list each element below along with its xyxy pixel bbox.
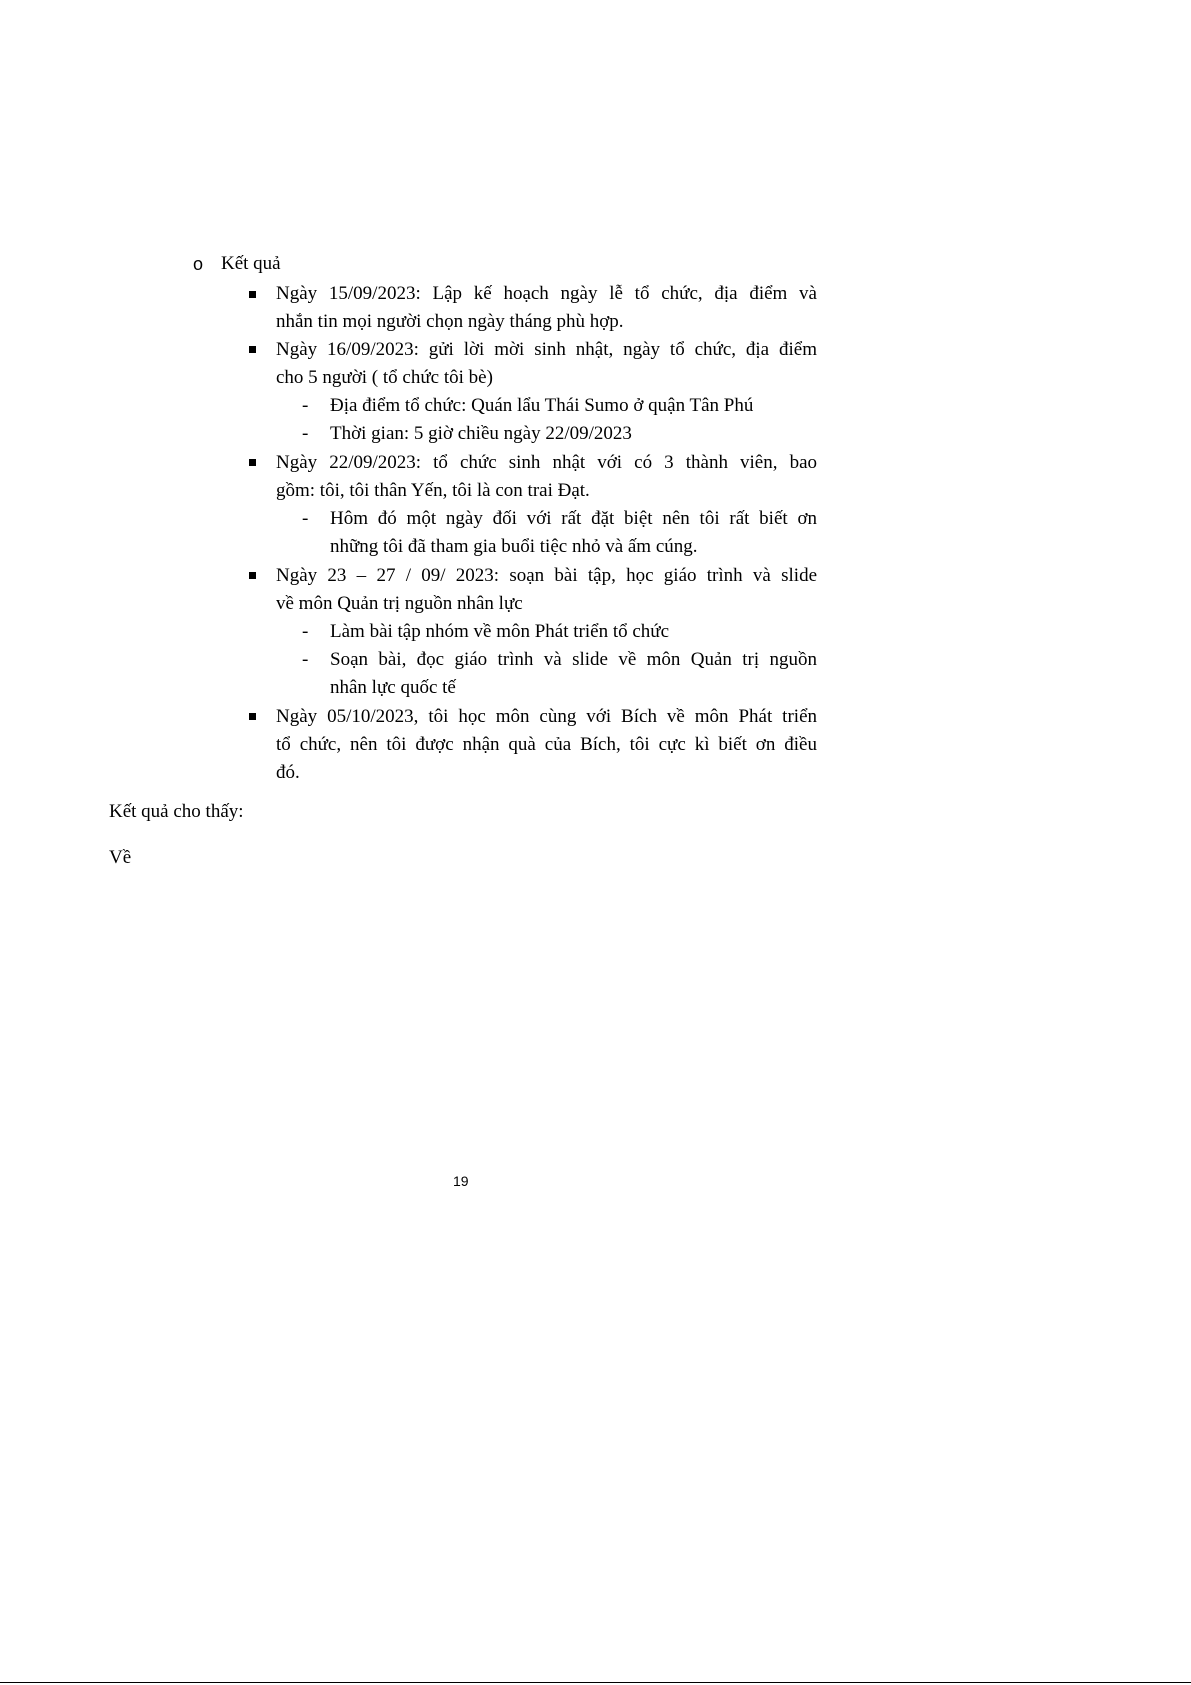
sub-item-line: những tôi đã tham gia buổi tiệc nhỏ và ấm cúng. [330, 536, 698, 557]
sub-item-line: nhân lực quốc tế [330, 677, 456, 698]
list-item-line: Ngày 22/09/2023: tổ chức sinh nhật với có 3 thành viên, bao [276, 452, 817, 473]
square-bullet-icon [249, 713, 256, 720]
list-item-line: về môn Quản trị nguồn nhân lực [276, 593, 523, 614]
sub-item-line: Hôm đó một ngày đối với rất đặt biệt nên tôi rất biết ơn [330, 508, 817, 529]
dash-bullet-icon: - [302, 423, 309, 444]
list-item-line: Ngày 23 – 27 / 09/ 2023: soạn bài tập, học giáo trình và slide [276, 565, 817, 586]
sub-item-line: Thời gian: 5 giờ chiều ngày 22/09/2023 [330, 423, 632, 444]
conclusion-next: Về [109, 847, 132, 868]
dash-bullet-icon: - [302, 508, 309, 529]
square-bullet-icon [249, 459, 256, 466]
section-heading: Kết quả [221, 253, 281, 274]
sub-item-line: Làm bài tập nhóm về môn Phát triển tổ chức [330, 621, 670, 642]
square-bullet-icon [249, 291, 256, 298]
list-item-line: Ngày 05/10/2023, tôi học môn cùng với Bích về môn Phát triển [276, 706, 817, 727]
dash-bullet-icon: - [302, 395, 309, 416]
list-item-line: đó. [276, 762, 300, 783]
list-item-line: Ngày 15/09/2023: Lập kế hoạch ngày lễ tổ chức, địa điểm và [276, 283, 817, 304]
bottom-rule [0, 1682, 1191, 1683]
conclusion-label: Kết quả cho thấy: [109, 801, 244, 822]
sub-item-line: Địa điểm tổ chức: Quán lẩu Thái Sumo ở quận Tân Phú [330, 395, 754, 416]
list-item-line: gồm: tôi, tôi thân Yến, tôi là con trai Đạt. [276, 480, 590, 501]
dash-bullet-icon: - [302, 649, 309, 670]
square-bullet-icon [249, 572, 256, 579]
page-number: 19 [453, 1173, 469, 1189]
dash-bullet-icon: - [302, 621, 309, 642]
circle-bullet-icon: o [193, 254, 204, 274]
sub-item-line: Soạn bài, đọc giáo trình và slide về môn Quản trị nguồn [330, 649, 817, 670]
list-item-line: cho 5 người ( tổ chức tôi bè) [276, 367, 493, 388]
list-item-line: nhắn tin mọi người chọn ngày tháng phù hợp. [276, 311, 624, 332]
square-bullet-icon [249, 346, 256, 353]
list-item-line: Ngày 16/09/2023: gửi lời mời sinh nhật, ngày tổ chức, địa điểm [276, 339, 817, 360]
list-item-line: tổ chức, nên tôi được nhận quà của Bích, tôi cực kì biết ơn điều [276, 734, 817, 755]
